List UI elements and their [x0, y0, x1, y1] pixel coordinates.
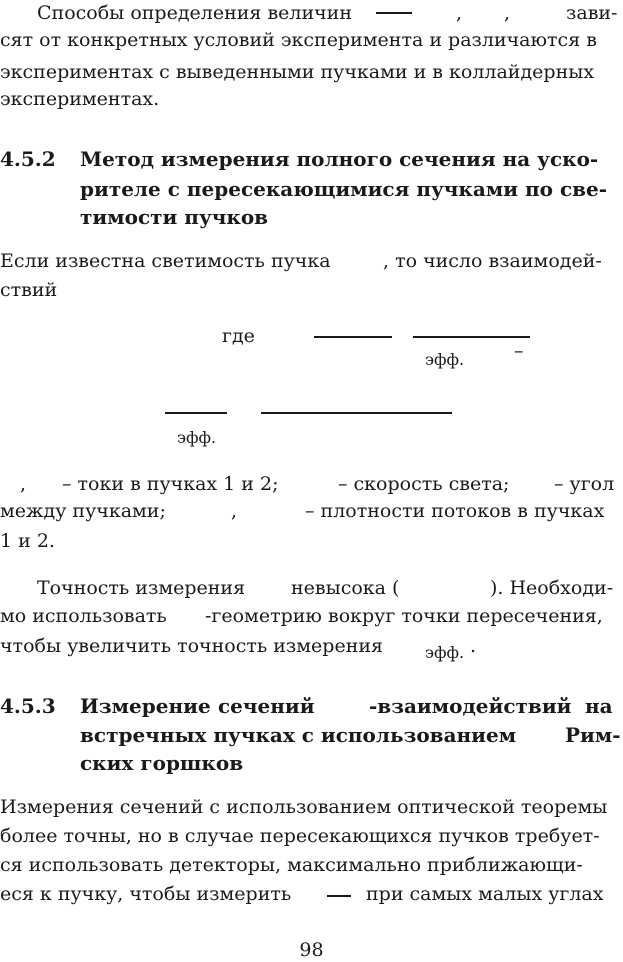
accuracy-text-4: мо использовать	[0, 605, 167, 627]
legend-light-speed: – скорость света;	[338, 473, 510, 495]
intro-text-1: Способы определения величин	[37, 2, 353, 24]
page-number: 98	[299, 939, 324, 961]
intro-line-4: экспериментах.	[0, 88, 160, 110]
section-title-452-line3: тимости пучков	[80, 205, 269, 229]
formula-where: где	[222, 325, 255, 347]
formula-fraction-bar-3	[165, 412, 227, 414]
formula-fraction-bar-4	[261, 412, 452, 414]
formula-eff-1: эфф.	[425, 350, 465, 369]
final-dash	[327, 895, 351, 897]
lum-line-2: ствий	[0, 279, 58, 301]
legend-line-3: 1 и 2.	[0, 530, 55, 552]
final-line-4b: при самых малых углах	[366, 883, 604, 905]
section-title-453-l2b: Рим-	[565, 723, 621, 747]
section-title-453-w2: сечений	[218, 694, 315, 718]
intro-comma-2: ,	[504, 2, 511, 24]
formula-fraction-bar-1	[314, 336, 392, 338]
accuracy-text-2: невысока (	[291, 577, 400, 599]
intro-dash	[376, 12, 412, 14]
section-title-453-line3: ских горшков	[80, 751, 244, 775]
formula-minus: –	[514, 340, 524, 362]
lum-text-2: , то число взаимодей-	[383, 250, 602, 272]
legend-comma: ,	[20, 473, 27, 495]
legend-comma-2: ,	[231, 500, 238, 522]
accuracy-text-1: Точность измерения	[37, 577, 246, 599]
final-line-2: более точны, но в случае пересекающихся пучков требует-	[0, 825, 600, 847]
intro-comma-1: ,	[456, 2, 463, 24]
section-title-452-line2: рителе с пересекающимися пучками по све-	[80, 177, 608, 201]
legend-between-beams: между пучками;	[0, 500, 166, 522]
section-title-452-line1: Метод измерения полного сечения на уско-	[80, 147, 599, 171]
accuracy-text-3: ). Необходи-	[490, 577, 614, 599]
legend-currents: – токи в пучках 1 и 2;	[62, 473, 279, 495]
final-line-1: Измерения сечений с использованием оптической теоремы	[0, 796, 608, 818]
formula-fraction-bar-2	[413, 336, 530, 338]
accuracy-eff: эфф.	[425, 643, 465, 662]
lum-text-1: Если известна светимость пучка	[0, 250, 331, 272]
section-number-452: 4.5.2	[0, 147, 56, 171]
final-line-4a: еся к пучку, чтобы измерить	[0, 883, 292, 905]
intro-line-3: экспериментах с выведенными пучками и в коллайдерных	[0, 61, 595, 83]
final-line-3: ся использовать детекторы, максимально приближающи-	[0, 854, 583, 876]
accuracy-period: .	[470, 635, 477, 657]
section-title-453-w1: Измерение	[80, 694, 211, 718]
section-title-453-l2a: встречных пучках с использованием	[80, 723, 517, 747]
accuracy-text-5: -геометрию вокруг точки пересечения,	[205, 605, 603, 627]
legend-flux-density: – плотности потоков в пучках	[305, 500, 605, 522]
accuracy-text-6: чтобы увеличить точность измерения	[0, 635, 384, 657]
intro-line-2: сят от конкретных условий эксперимента и различаются в	[0, 29, 597, 51]
section-title-453-w3: -взаимодействий	[369, 694, 572, 718]
formula-eff-2: эфф.	[177, 428, 217, 447]
section-title-453-w4: на	[585, 694, 613, 718]
legend-angle: – угол	[554, 473, 615, 495]
intro-text-end: зави-	[566, 2, 618, 24]
section-number-453: 4.5.3	[0, 694, 56, 718]
